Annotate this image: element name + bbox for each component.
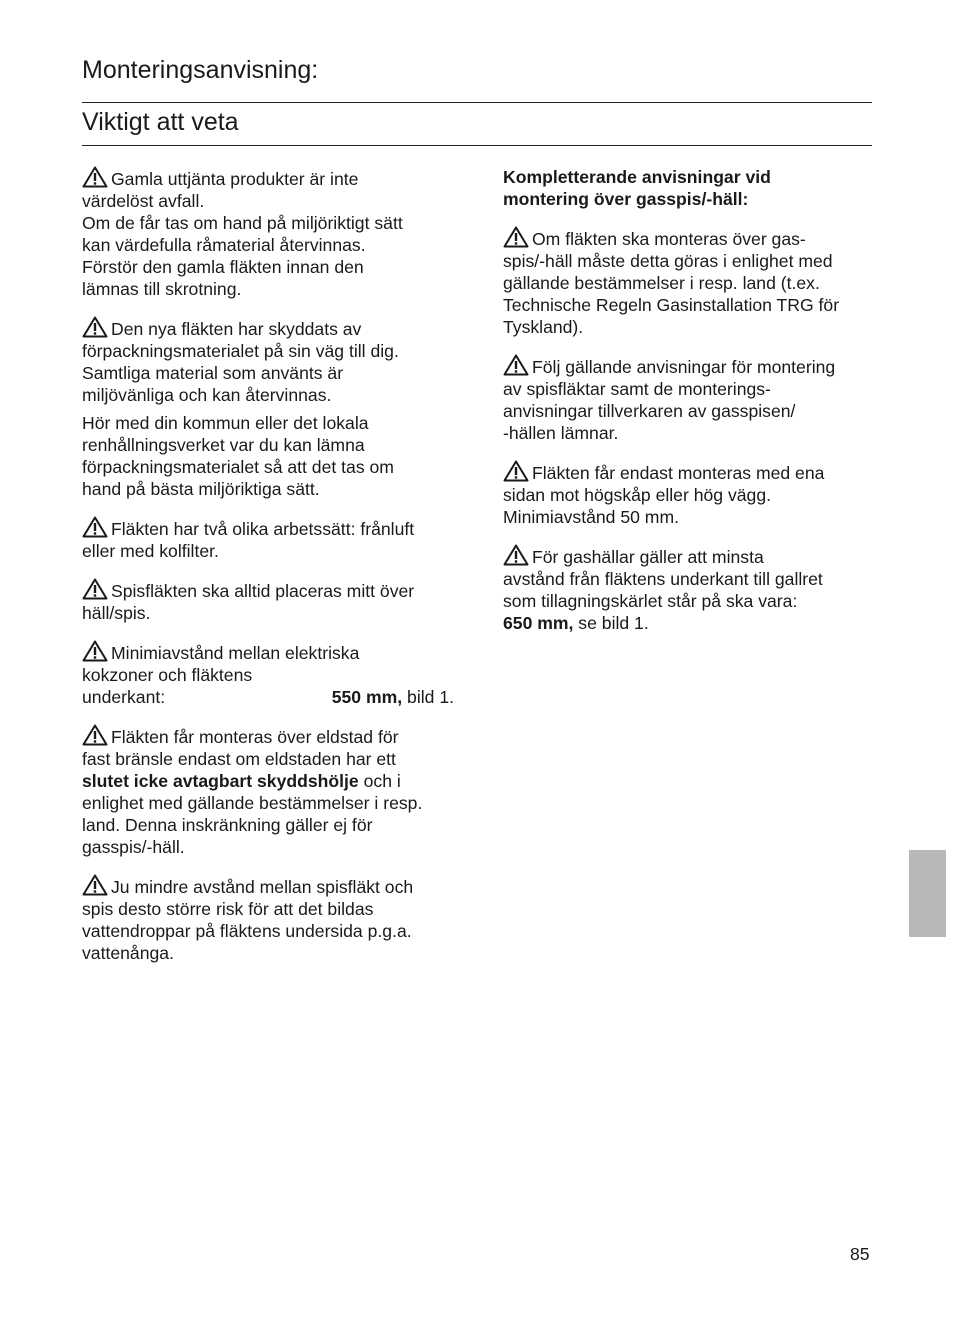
- text-line: Tyskland).: [503, 317, 584, 337]
- text-line: lämnas till skrotning.: [82, 279, 242, 299]
- text-line: gällande bestämmelser i resp. land (t.ex.: [503, 273, 820, 293]
- text-line: Fläkten får endast monteras med ena: [532, 463, 825, 483]
- text-line: land. Denna inskränkning gäller ej för: [82, 815, 373, 835]
- warning-triangle-icon: [82, 166, 108, 188]
- paragraph-gas-regulations: [503, 226, 868, 338]
- text-line: montering över gasspis/-häll:: [503, 189, 749, 209]
- text-line: Förstör den gamla fläkten innan den: [82, 257, 364, 277]
- text-line: Ju mindre avstånd mellan spisfläkt och: [111, 877, 414, 897]
- text-line: Samtliga material som använts är: [82, 363, 344, 383]
- distance-row: [82, 686, 454, 708]
- warning-triangle-icon: [503, 354, 529, 376]
- page-title: Monteringsanvisning:: [82, 56, 319, 84]
- warning-triangle-icon: [503, 460, 529, 482]
- text-line: hand på bästa miljöriktiga sätt.: [82, 479, 320, 499]
- text-line: kokzoner och fläktens: [82, 665, 253, 685]
- text-line: fast bränsle endast om eldstaden har ett: [82, 749, 396, 769]
- text-line: och i: [358, 771, 401, 791]
- distance-value: 650 mm,: [503, 613, 574, 633]
- text-line: anvisningar tillverkaren av gasspisen/: [503, 401, 796, 421]
- text-line: -hällen lämnar.: [503, 423, 619, 443]
- text-line: renhållningsverket var du kan lämna: [82, 435, 365, 455]
- side-tab-marker: [909, 850, 946, 937]
- paragraph-municipality: [82, 412, 454, 500]
- text-line: som tillagningskärlet står på ska vara:: [503, 591, 798, 611]
- text-line: sidan mot högskåp eller hög vägg.: [503, 485, 771, 505]
- paragraph-recycling: [82, 166, 454, 300]
- text-line: vattenånga.: [82, 943, 174, 963]
- text-line: häll/spis.: [82, 603, 151, 623]
- text-line: Följ gällande anvisningar för montering: [532, 357, 836, 377]
- paragraph-modes: [82, 516, 454, 562]
- title-divider: [82, 102, 872, 103]
- text-line: För gashällar gäller att minsta: [532, 547, 764, 567]
- text-line: spis desto större risk för att det bildas: [82, 899, 374, 919]
- section-title: Viktigt att veta: [82, 108, 239, 136]
- section-divider: [82, 145, 872, 146]
- page-number: 85: [850, 1244, 870, 1264]
- warning-triangle-icon: [503, 226, 529, 248]
- warning-triangle-icon: [503, 544, 529, 566]
- text-line: Minimiavstånd mellan elektriska: [111, 643, 360, 663]
- text-line: Technische Regeln Gasinstallation TRG för: [503, 295, 840, 315]
- paragraph-solid-fuel: [82, 724, 454, 858]
- distance-label: underkant:: [82, 687, 166, 707]
- text-line: gasspis/-häll.: [82, 837, 185, 857]
- text-line: Fläkten har två olika arbetssätt: frånluft: [111, 519, 415, 539]
- text-line: Gamla uttjänta produkter är inte: [111, 169, 359, 189]
- text-line: eller med kolfilter.: [82, 541, 219, 561]
- bold-phrase: slutet icke avtagbart skyddshölje: [82, 771, 359, 791]
- paragraph-condensation: [82, 874, 454, 964]
- text-line: spis/-häll måste detta göras i enlighet med: [503, 251, 833, 271]
- text-line: avstånd från fläktens underkant till gallret: [503, 569, 823, 589]
- figure-ref: bild 1.: [402, 687, 454, 707]
- paragraph-gas-distance: [503, 544, 868, 634]
- figure-ref: se bild 1.: [573, 613, 649, 633]
- paragraph-placement: [82, 578, 454, 624]
- distance-value: 550 mm,: [331, 687, 403, 707]
- paragraph-follow-instructions: [503, 354, 868, 444]
- warning-triangle-icon: [82, 516, 108, 538]
- distance-value-group: [332, 686, 454, 708]
- right-column: [503, 166, 868, 650]
- text-line: Den nya fläkten har skyddats av: [111, 319, 362, 339]
- text-line: Kompletterande anvisningar vid: [503, 167, 771, 187]
- warning-triangle-icon: [82, 316, 108, 338]
- left-column: [82, 166, 454, 980]
- text-line: av spisfläktar samt de monterings-: [503, 379, 771, 399]
- text-line: miljövänliga och kan återvinnas.: [82, 385, 332, 405]
- text-line: vattendroppar på fläktens undersida p.g.a.: [82, 921, 412, 941]
- text-line: kan värdefulla råmaterial återvinnas.: [82, 235, 366, 255]
- text-line: förpackningsmaterialet på sin väg till dig.: [82, 341, 399, 361]
- warning-triangle-icon: [82, 578, 108, 600]
- text-line: Spisfläkten ska alltid placeras mitt över: [111, 581, 415, 601]
- text-line: förpackningsmaterialet så att det tas om: [82, 457, 394, 477]
- paragraph-side-wall: [503, 460, 868, 528]
- paragraph-packaging: [82, 316, 454, 406]
- text-line: Minimiavstånd 50 mm.: [503, 507, 679, 527]
- text-line: värdelöst avfall.: [82, 191, 205, 211]
- text-line: enlighet med gällande bestämmelser i resp.: [82, 793, 423, 813]
- warning-triangle-icon: [82, 724, 108, 746]
- warning-triangle-icon: [82, 640, 108, 662]
- text-line: Hör med din kommun eller det lokala: [82, 413, 369, 433]
- paragraph-min-distance-electric: [82, 640, 454, 708]
- text-line: Om fläkten ska monteras över gas-: [532, 229, 806, 249]
- text-line: Fläkten får monteras över eldstad för: [111, 727, 399, 747]
- gas-subheading: [503, 166, 868, 210]
- warning-triangle-icon: [82, 874, 108, 896]
- text-line: Om de får tas om hand på miljöriktigt sätt: [82, 213, 403, 233]
